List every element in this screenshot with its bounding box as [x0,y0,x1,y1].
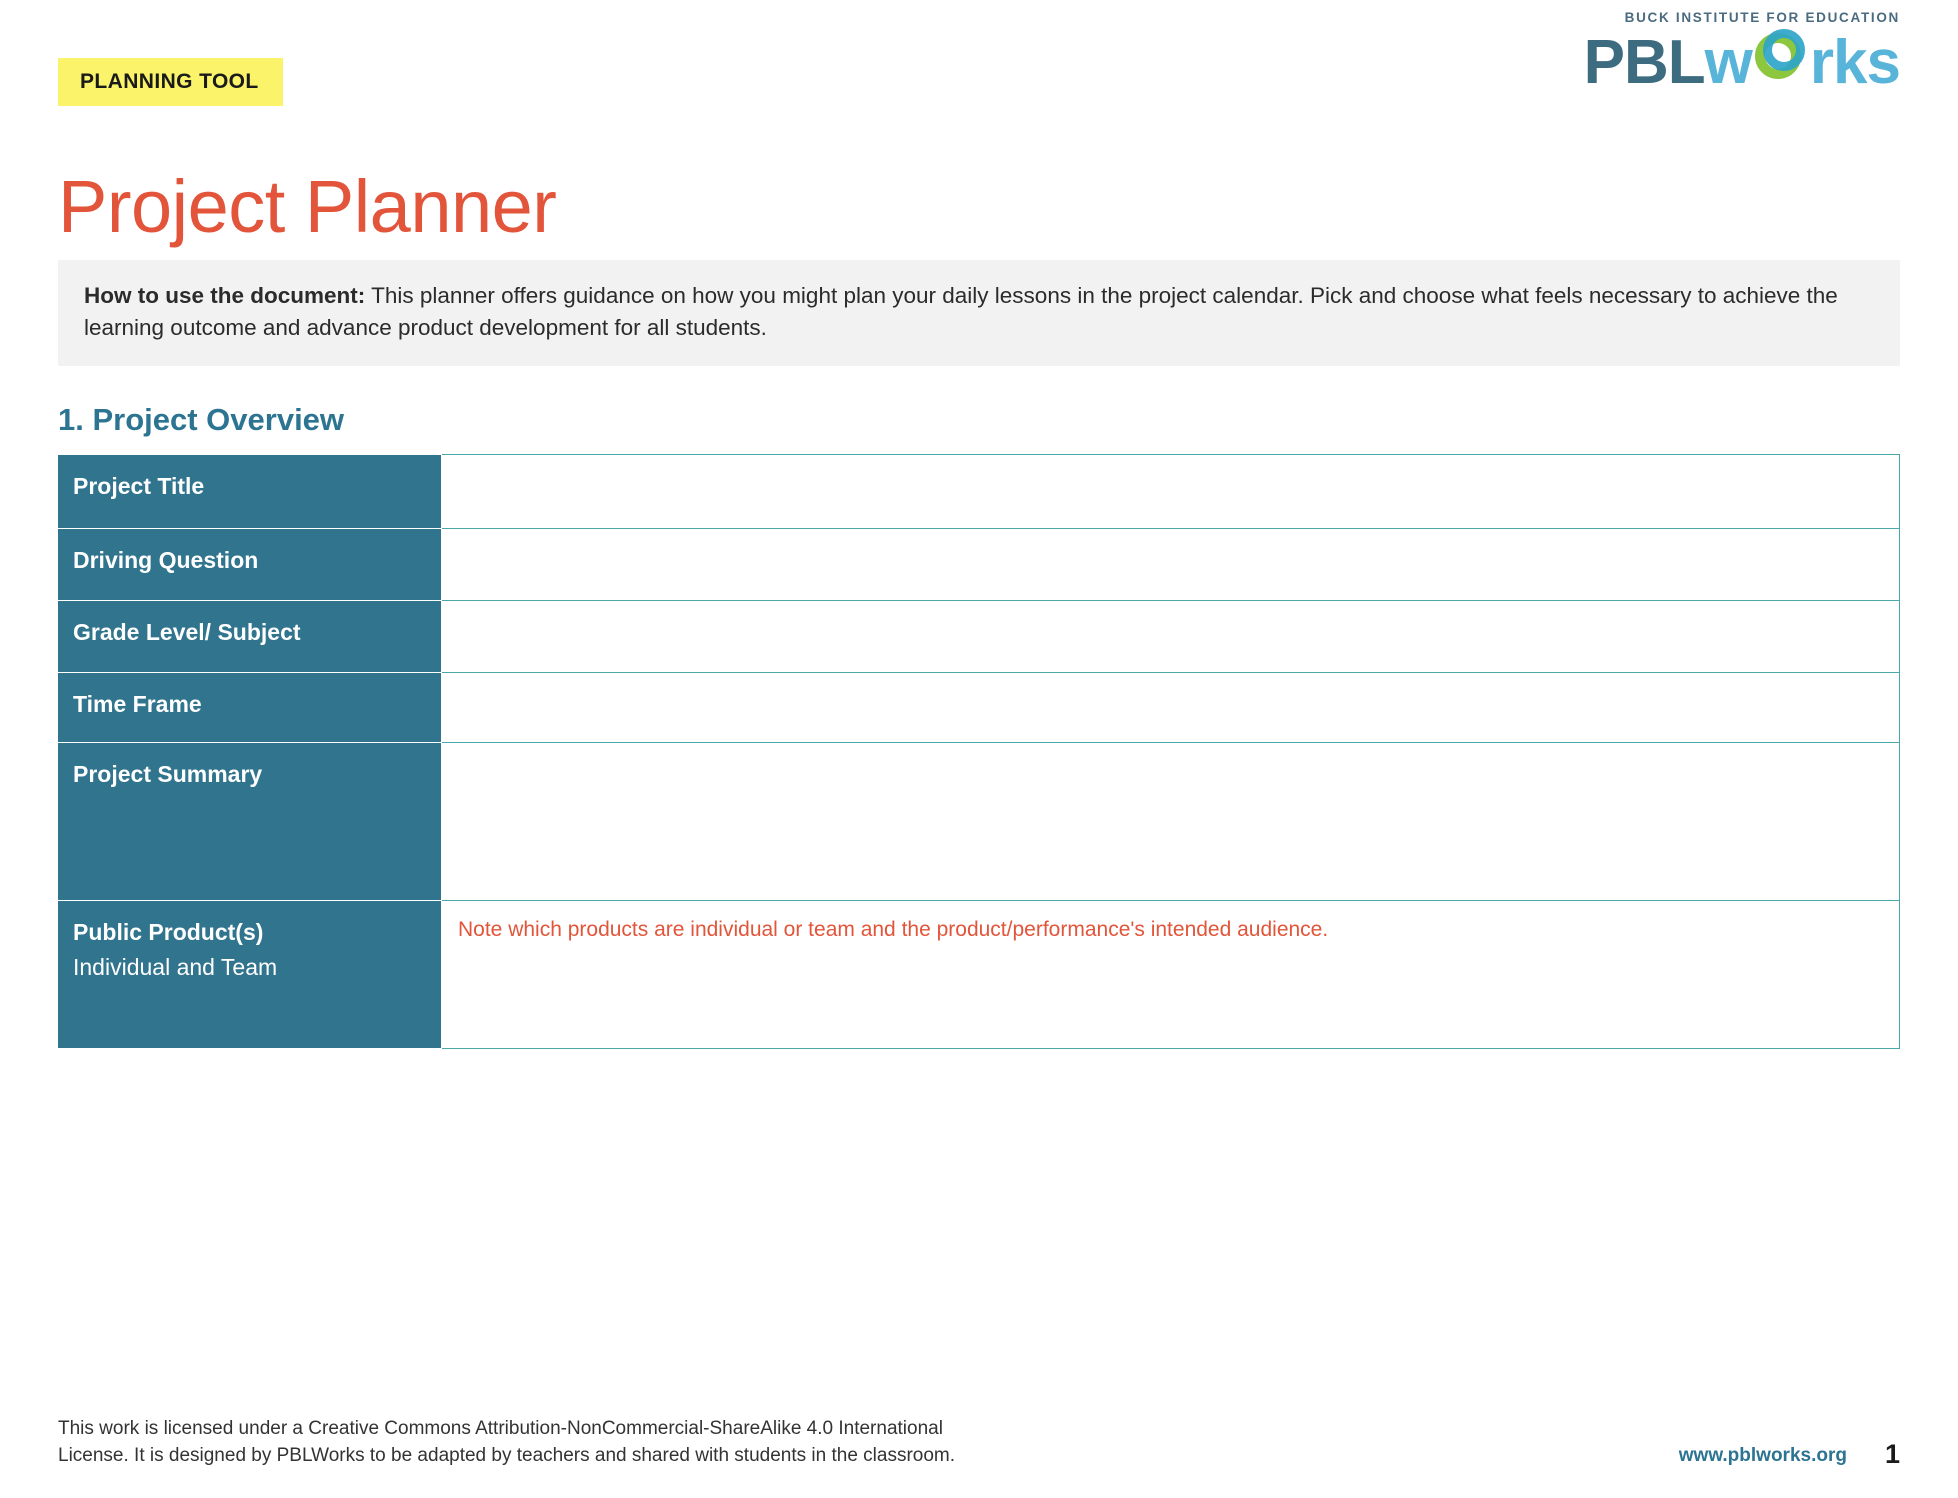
page-footer [58,1415,1900,1470]
row-label-public-products-main: Public Product(s) [73,918,264,945]
how-to-use-body: This planner offers guidance on how you might plan your daily lessons in the project calendar. Pick and choose what feels necessary to achieve the learning outcome and advance product development for all students. [84,283,1838,340]
table-row [59,454,1900,528]
page-number: 1 [1884,1439,1900,1469]
table-row [59,672,1900,742]
how-to-use-box [58,260,1900,366]
logo-wordmark [1583,27,1900,97]
logo-rings-icon [1753,27,1809,83]
footer-right-group [1679,1439,1900,1470]
row-value-driving-question[interactable] [442,528,1900,600]
row-value-project-title[interactable] [442,454,1900,528]
table-row [59,528,1900,600]
license-line-1: This work is licensed under a Creative Commons Attribution-NonCommercial-ShareAlike 4.0 International [58,1417,943,1439]
logo-text-pbl: PBL [1583,28,1705,97]
logo-text-w: w [1704,28,1752,97]
license-line-2: License. It is designed by PBLWorks to be adapted by teachers and shared with students in the classroom. [58,1445,956,1467]
project-overview-table [58,454,1900,1049]
row-value-time-frame[interactable] [442,672,1900,742]
page-header [58,0,1900,140]
row-value-public-products[interactable] [442,900,1900,1048]
row-value-project-summary[interactable] [442,742,1900,900]
row-label-time-frame: Time Frame [59,672,442,742]
row-label-driving-question: Driving Question [59,528,442,600]
planning-tool-badge: PLANNING TOOL [58,58,283,106]
row-label-public-products-sub: Individual and Team [73,953,278,980]
row-label-public-products [59,900,442,1048]
pblworks-logo [1583,10,1900,97]
table-row [59,742,1900,900]
license-text [58,1415,955,1470]
how-to-use-lead: How to use the document: [84,283,366,308]
table-row [59,600,1900,672]
row-value-grade-level-subject[interactable] [442,600,1900,672]
row-label-grade-level-subject: Grade Level/ Subject [59,600,442,672]
logo-kicker-text: BUCK INSTITUTE FOR EDUCATION [1624,10,1900,25]
row-label-project-title: Project Title [59,454,442,528]
website-link[interactable]: www.pblworks.org [1678,1445,1847,1466]
page-title: Project Planner [58,165,557,248]
table-row [59,900,1900,1048]
logo-text-rks: rks [1809,28,1900,97]
section-heading-project-overview: 1. Project Overview [58,401,345,437]
row-label-project-summary: Project Summary [59,742,442,900]
row-hint-public-products: Note which products are individual or team and the product/performance's intended audience. [458,917,1329,941]
